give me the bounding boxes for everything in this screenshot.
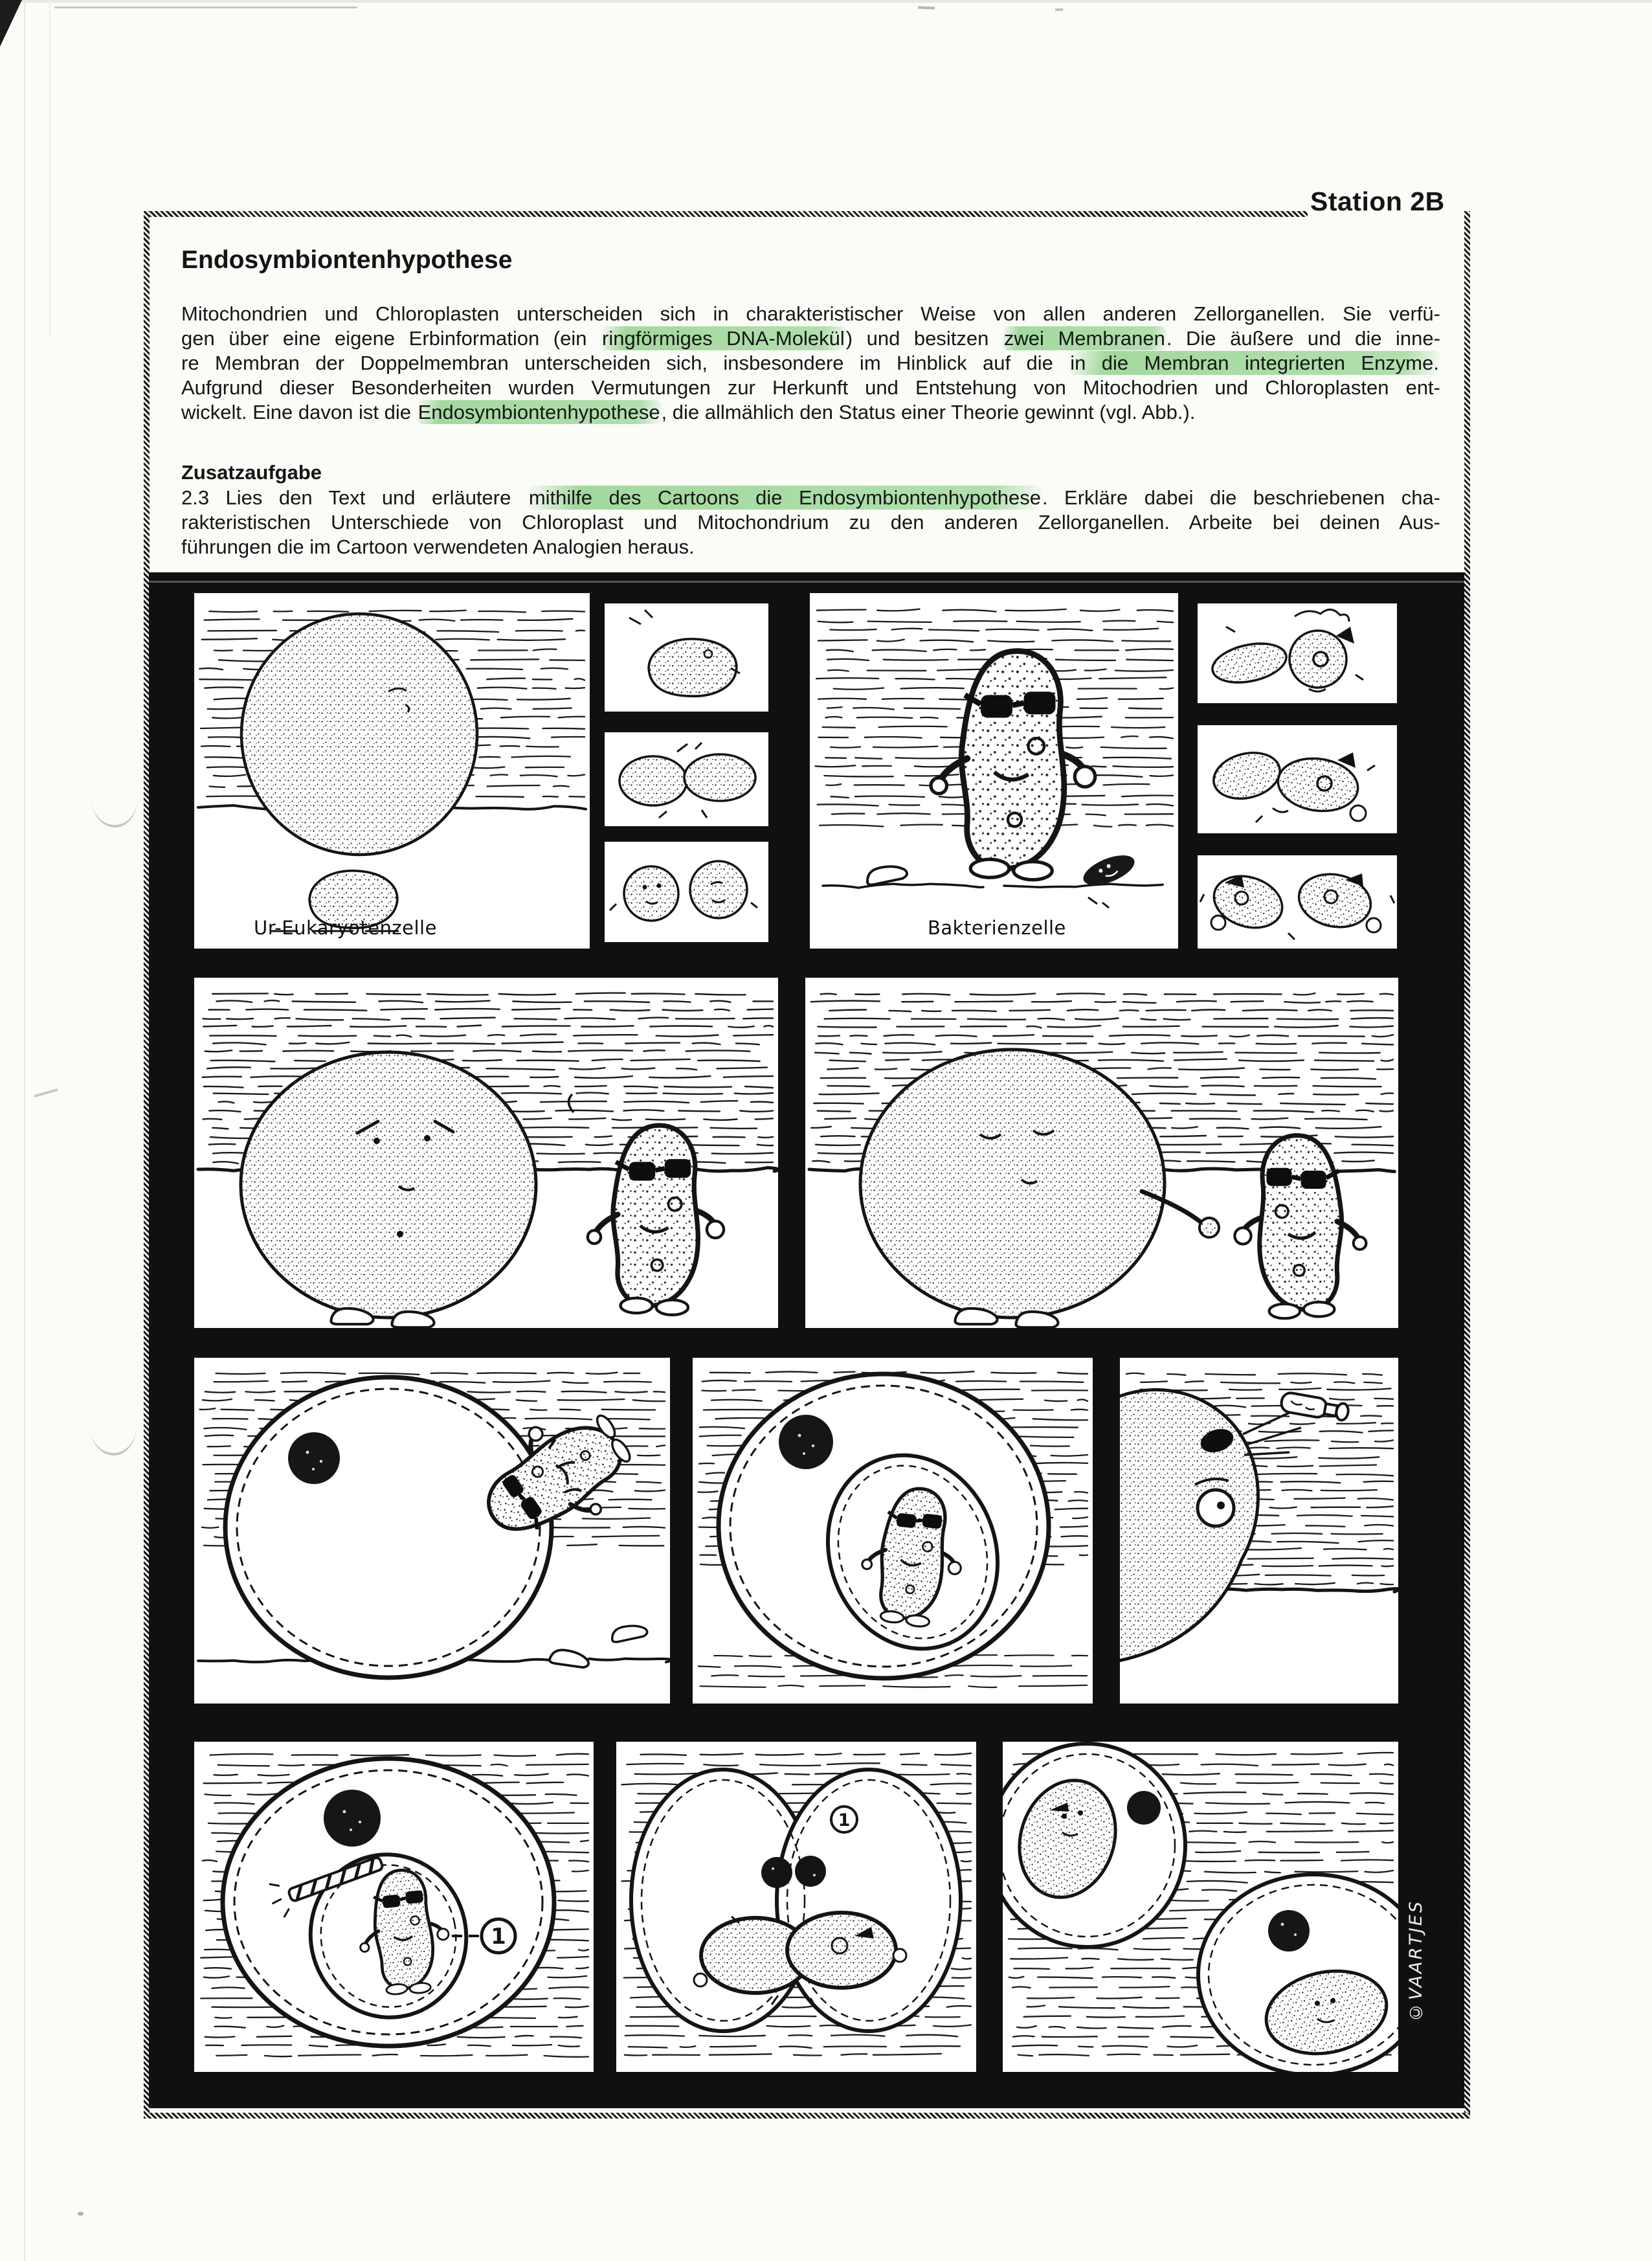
shoe-left-behind-1 [549,1648,590,1669]
bacterium-character [588,1125,724,1315]
text-line [181,510,1440,535]
panel-bacteria-division-3 [1198,855,1397,949]
nucleus-drawing [288,1432,340,1484]
label-ur-eukaryotenzelle: Ur-Eukaryotenzelle [254,917,437,939]
panel-handshake [805,978,1398,1328]
pencil-mark-arc [91,796,139,829]
highlight-segment: mithilfe des Cartoons die Endosymbiontenhypothese [528,486,1041,509]
text-segment: Mitochondrien und Chloroplasten unterscheiden sich in charakteristischer Weise von allen anderen Zellorganellen. Sie verfü- [181,302,1440,325]
panel-cell-division [616,1742,976,2072]
meeting-drawing [194,978,778,1328]
hand-drawing [1350,805,1366,821]
energy-production-drawing [194,1742,594,2072]
bacteria-division-drawing-2 [1198,725,1397,833]
text-line [181,535,1440,559]
scan-artifact-line [54,6,357,8]
text-segment: führungen die im Cartoon verwendeten Analogien heraus. [181,535,695,558]
bacterium-character-mirrored [1234,1136,1366,1319]
pencil-mark-arc [89,1424,138,1457]
division-drawing-2 [605,732,768,826]
panel-energy-production [194,1742,594,2072]
bottle-drawing [1280,1391,1350,1423]
panel-daughter-cells [1003,1742,1398,2072]
highlight-segment: Endosymbiontenhypothese [418,401,660,423]
text-segment: 2.3 Lies den Text und erläutere [181,486,528,509]
dividing-lobe-left [620,756,687,805]
bacterium-head [1289,631,1346,688]
dividing-cell-membranes [631,1770,961,2031]
text-segment: gen über eine eigene Erbinformation (ein [181,327,601,350]
task-heading: Zusatzaufgabe [181,461,322,484]
text-segment: ) und besitzen [845,327,1003,350]
text-line [181,326,1440,351]
bacteria-division-drawing-1 [1198,603,1397,703]
text-line [181,302,1440,326]
scan-artifact-crease [49,0,50,337]
ground-line [1004,884,1163,887]
division-drawing-1 [605,603,768,712]
intro-paragraph [181,302,1440,425]
signature-text: ©VAARTJES [1406,1900,1426,2022]
bubble-curls [1295,609,1349,622]
endosymbiosis-cartoon [149,572,1464,2108]
daughter-blob-left [624,866,678,921]
bacterium-cell-drawing [810,593,1178,949]
daughter-cell-bottom-right [1198,1874,1398,2072]
panel-engulfment [194,1358,670,1704]
scan-artifact-crease [24,0,25,2261]
text-line [181,376,1440,400]
panel-eukaryote-division-2 [605,732,768,826]
highlight-segment: ringförmiges DNA-Molekül [602,327,845,350]
panel-eukaryote-division-1 [605,603,768,712]
blob-drawing [649,639,737,696]
daughter-blob-right [690,861,747,918]
pencil-mark-dash [34,1088,58,1097]
scan-artifact-top-edge [0,0,1652,3]
scan-artifact-dash [918,6,935,10]
task-paragraph [181,486,1440,559]
energy-coin-small [831,1806,857,1832]
highlight-segment: zwei Membranen [1003,327,1165,350]
panel-meeting [194,978,778,1328]
text-segment: re Membran der Doppelmembran unterscheiden sich, insbesondere im Hinblick auf die [181,352,1069,374]
handshake-drawing [805,978,1398,1328]
panel-bottle-discard [1120,1358,1398,1704]
panel-bacteria-division-2 [1198,725,1397,833]
text-segment: . Die äußere und die inne- [1166,327,1440,350]
cell-division-drawing [616,1742,976,2072]
text-line [181,351,1440,376]
ground-line [823,884,983,888]
daughter-cells-drawing [1003,1742,1398,2072]
text-segment: wickelt. Eine davon ist die [181,401,417,423]
page-title: Endosymbiontenhypothese [181,246,513,274]
text-segment: Aufgrund dieser Besonderheiten wurden Vermutungen zur Herkunft und Entstehung von Mitochodrien und Chloroplasten ent- [181,376,1440,399]
panel-eukaryote-division-3 [605,842,768,942]
endosymbiont-drawing [693,1358,1093,1704]
text-line [181,400,1440,425]
bacteria-division-drawing-3 [1198,855,1397,949]
shoe-left-behind-2 [610,1623,648,1643]
cell-face-closeup [1120,1389,1258,1662]
page-border-top [144,211,1308,217]
bacterium-tail [1209,638,1289,689]
eukaryote-cell-worried [241,1052,536,1318]
bottle-discard-drawing [1120,1358,1398,1704]
scan-artifact-frame-line [149,581,1464,583]
division-drawing-3 [605,842,768,942]
eukaryote-cell-greeting [860,1050,1219,1318]
bacterium-character [931,651,1095,879]
motion-lines [1088,897,1109,908]
slipper-drawing [865,862,908,886]
highlight-segment: in die Membran integrierten Enzyme. [1070,352,1439,374]
station-label: Station 2B [1310,186,1445,216]
dividing-lobe-right [684,754,755,801]
artist-signature [1406,1900,1441,2072]
coin-label: 1 [491,1924,506,1950]
text-segment: rakteristischen Unterschiede von Chloroplast und Mitochondrium zu den anderen Zellorganellen. Arbeite bei deinen Aus- [181,511,1440,534]
nucleus-drawing [779,1415,833,1469]
panel-bacteria-division-1 [1198,603,1397,703]
scan-artifact-speck [78,2212,84,2216]
text-segment: . Erkläre dabei die beschriebenen cha- [1042,486,1440,509]
nucleus-drawing [324,1790,381,1847]
label-bakterienzelle: Bakterienzelle [928,917,1066,939]
ground-line [1211,1589,1398,1592]
panel-endosymbiont [693,1358,1093,1704]
coin-label: 1 [838,1810,851,1830]
scan-artifact-corner [0,0,22,47]
daughter-cell-top-left [1003,1744,1185,1947]
scan-artifact-dash [1055,8,1063,11]
eukaryote-cell-drawing [241,614,477,855]
page-border-right [1464,211,1470,2119]
panel-bakterienzelle [810,593,1178,949]
page-border-bottom [144,2113,1470,2119]
text-line [181,486,1440,510]
panel-ur-eukaryote [194,593,590,949]
text-segment: , die allmählich den Status einer Theorie gewinnt (vgl. Abb.). [661,401,1196,423]
ur-eukaryote-drawing [194,593,590,949]
engulfment-drawing [194,1358,670,1704]
